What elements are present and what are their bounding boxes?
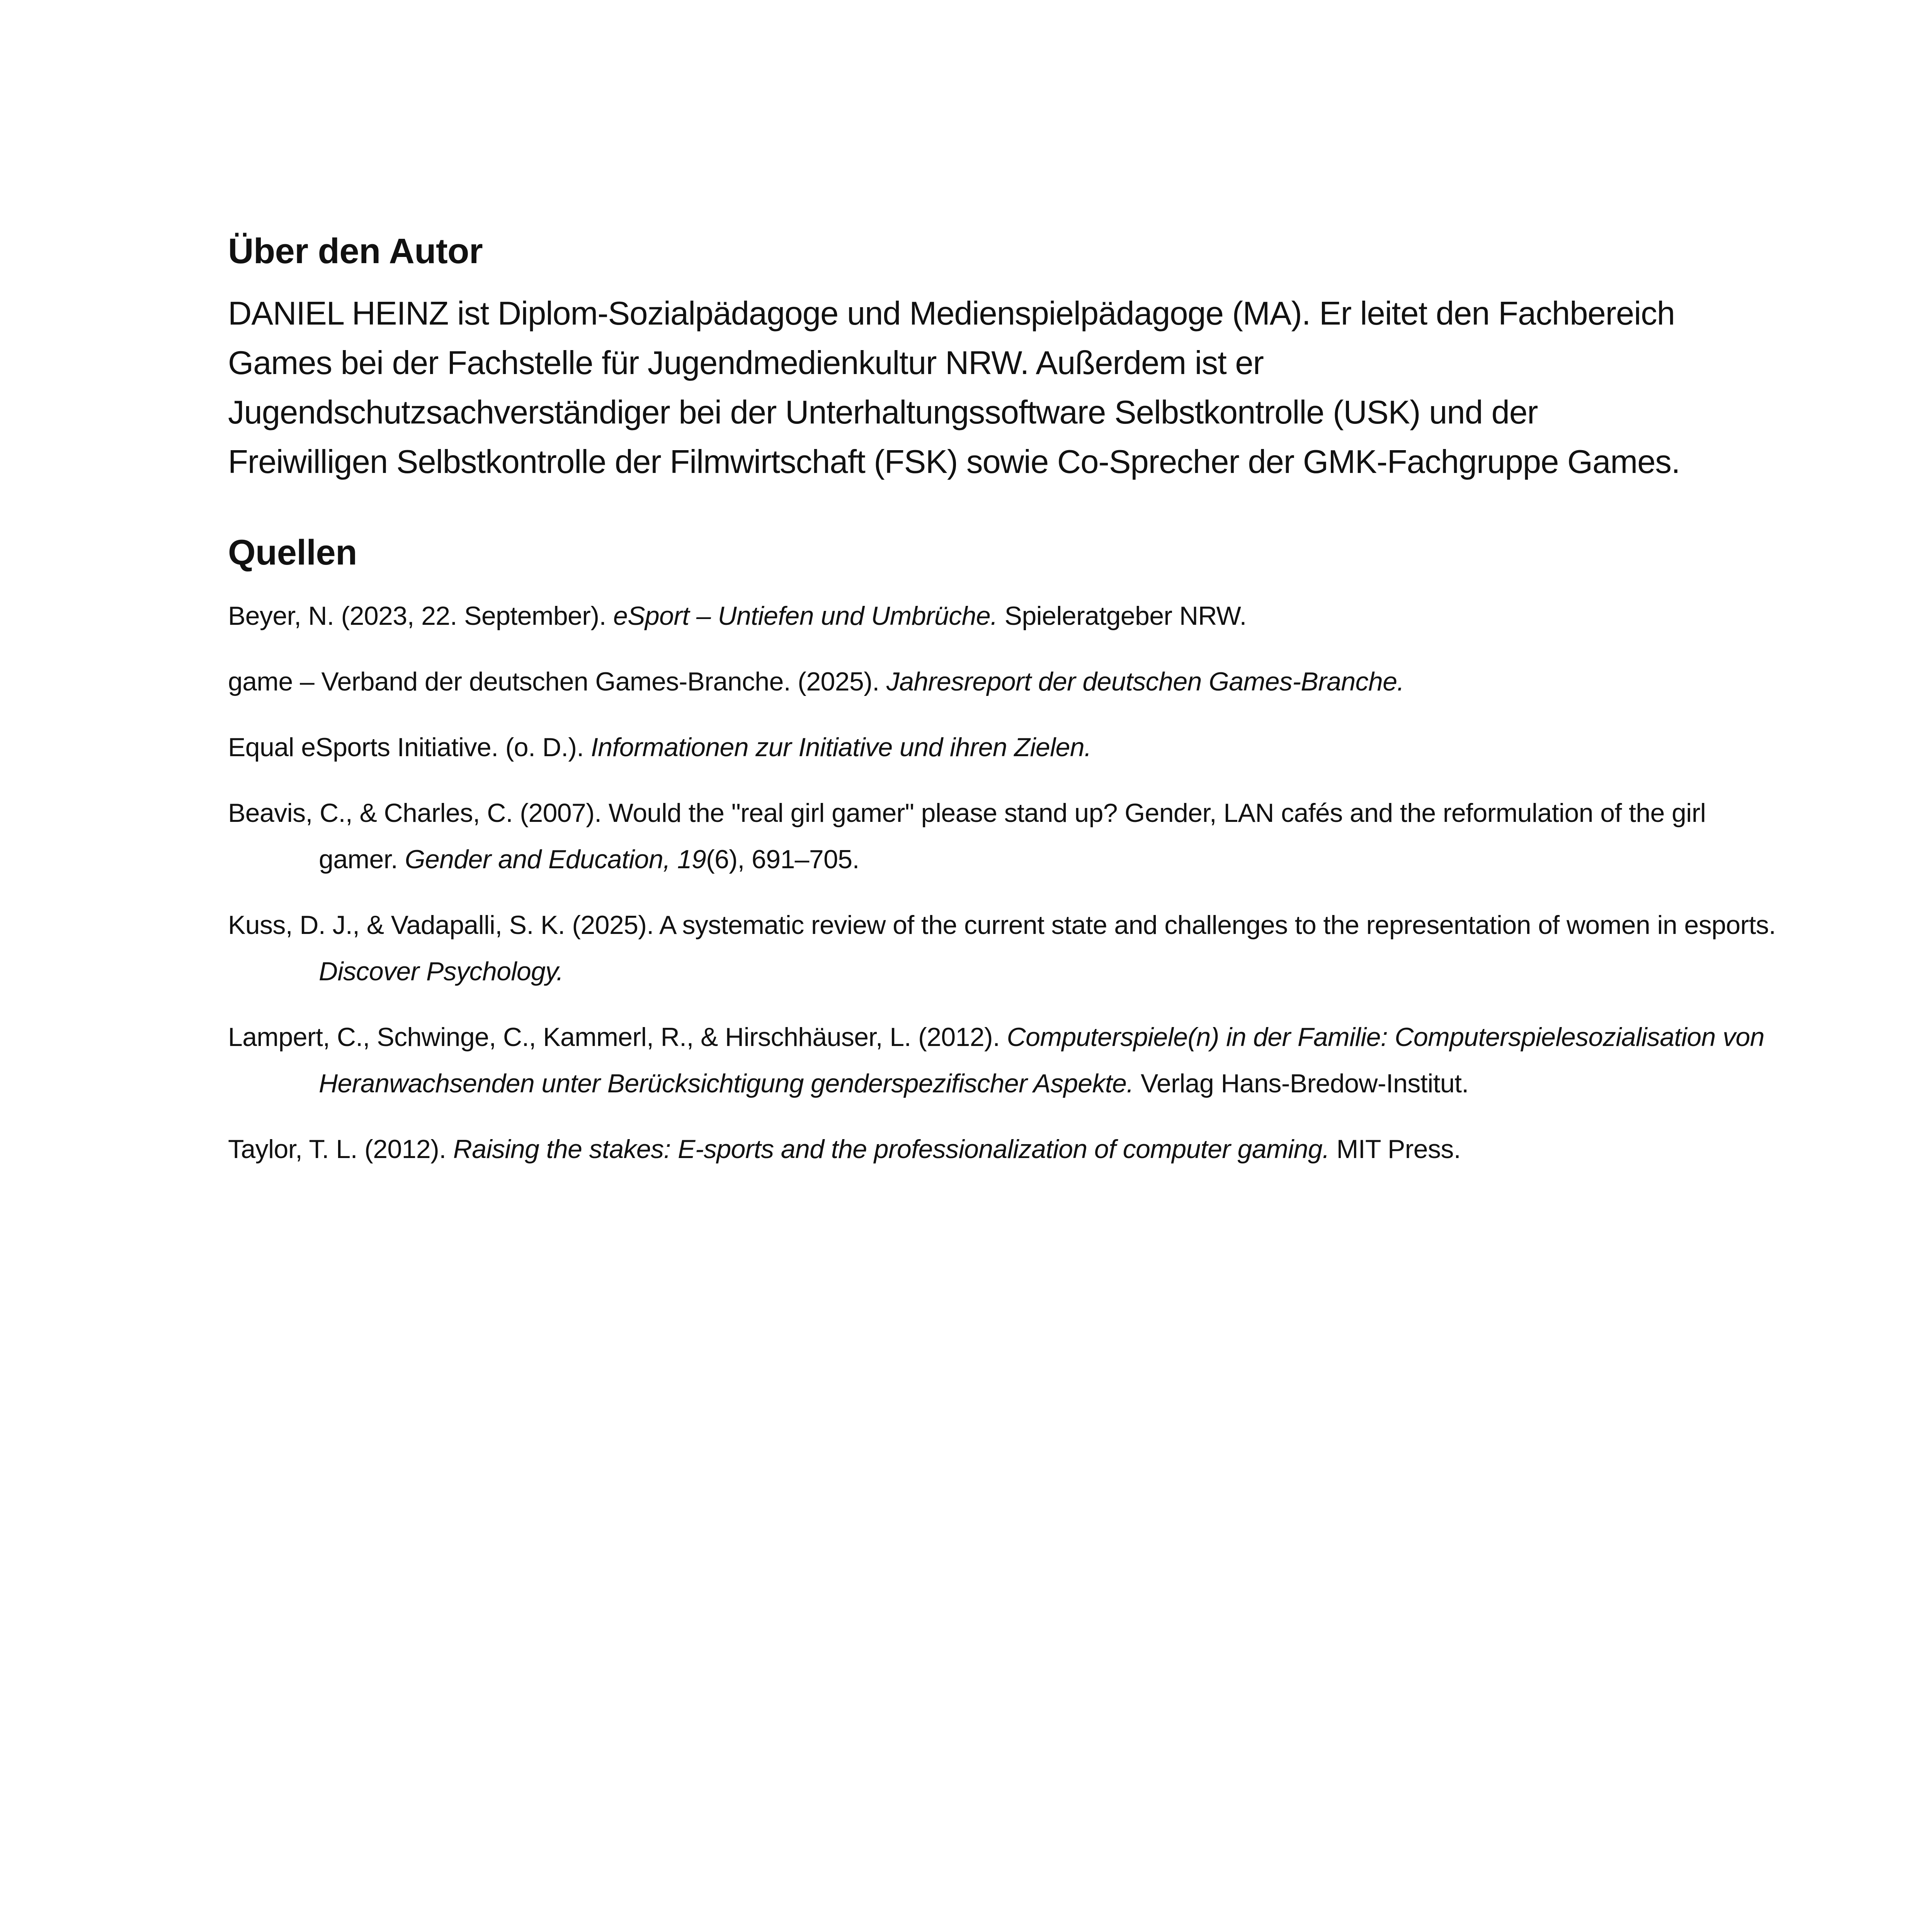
reference-lampert: [228, 1014, 1787, 1107]
ref-title: Jahresreport der deutschen Games-Branche.: [886, 667, 1404, 696]
reference-taylor: [228, 1126, 1787, 1172]
ref-title: Computerspiele(n) in der Familie: Computerspielesozialisation von Heranwachsenden unter Berücksichtigung genderspezifischer Aspekte.: [319, 1022, 1764, 1098]
ref-title: eSport – Untiefen und Umbrüche.: [613, 601, 998, 631]
page-content: [228, 228, 1776, 1192]
sources-heading: Quellen: [228, 533, 357, 572]
ref-text: Beavis, C., & Charles, C. (2007). Would the "real girl gamer" please stand up? Gender, LAN cafés and the reformulation of the girl gamer.: [228, 798, 1706, 874]
ref-text: Beyer, N. (2023, 22. September).: [228, 601, 613, 631]
about-heading: Über den Autor: [228, 231, 483, 271]
ref-title: Discover Psychology.: [319, 957, 563, 986]
ref-title: Raising the stakes: E-sports and the professionalization of computer gaming.: [453, 1134, 1330, 1164]
ref-text: Kuss, D. J., & Vadapalli, S. K. (2025). A systematic review of the current state and challenges to the representation of women in esports.: [228, 910, 1776, 940]
reference-list: [228, 593, 1776, 1172]
ref-text: Lampert, C., Schwinge, C., Kammerl, R., & Hirschhäuser, L. (2012).: [228, 1022, 1007, 1052]
reference-game-verband: [228, 658, 1787, 705]
ref-publisher: (6), 691–705.: [706, 845, 859, 874]
ref-text: Taylor, T. L. (2012).: [228, 1134, 453, 1164]
reference-beyer: [228, 593, 1787, 639]
reference-kuss: [228, 902, 1787, 995]
ref-text: game – Verband der deutschen Games-Branche. (2025).: [228, 667, 886, 696]
reference-equal-esports: [228, 724, 1787, 770]
about-paragraph: DANIEL HEINZ ist Diplom-Sozialpädagoge und Medienspielpädagoge (MA). Er leitet den Fachbereich Games bei der Fachstelle für Jugendmedienkultur NRW. Außerdem ist er Jugendschutzsachverständiger bei der Unterhaltungssoftware Selbstkontrolle (USK) und der Freiwilligen Selbstkontrolle der Filmwirtschaft (FSK) sowie Co-Sprecher der GMK-Fachgruppe Games.: [228, 295, 1680, 480]
ref-publisher: Spieleratgeber NRW.: [997, 601, 1247, 631]
ref-text: Equal eSports Initiative. (o. D.).: [228, 733, 591, 762]
ref-title: Gender and Education, 19: [405, 845, 706, 874]
ref-publisher: Verlag Hans-Bredow-Institut.: [1133, 1069, 1469, 1098]
reference-beavis: [228, 790, 1787, 883]
ref-title: Informationen zur Initiative und ihren Zielen.: [590, 733, 1092, 762]
ref-publisher: MIT Press.: [1329, 1134, 1461, 1164]
